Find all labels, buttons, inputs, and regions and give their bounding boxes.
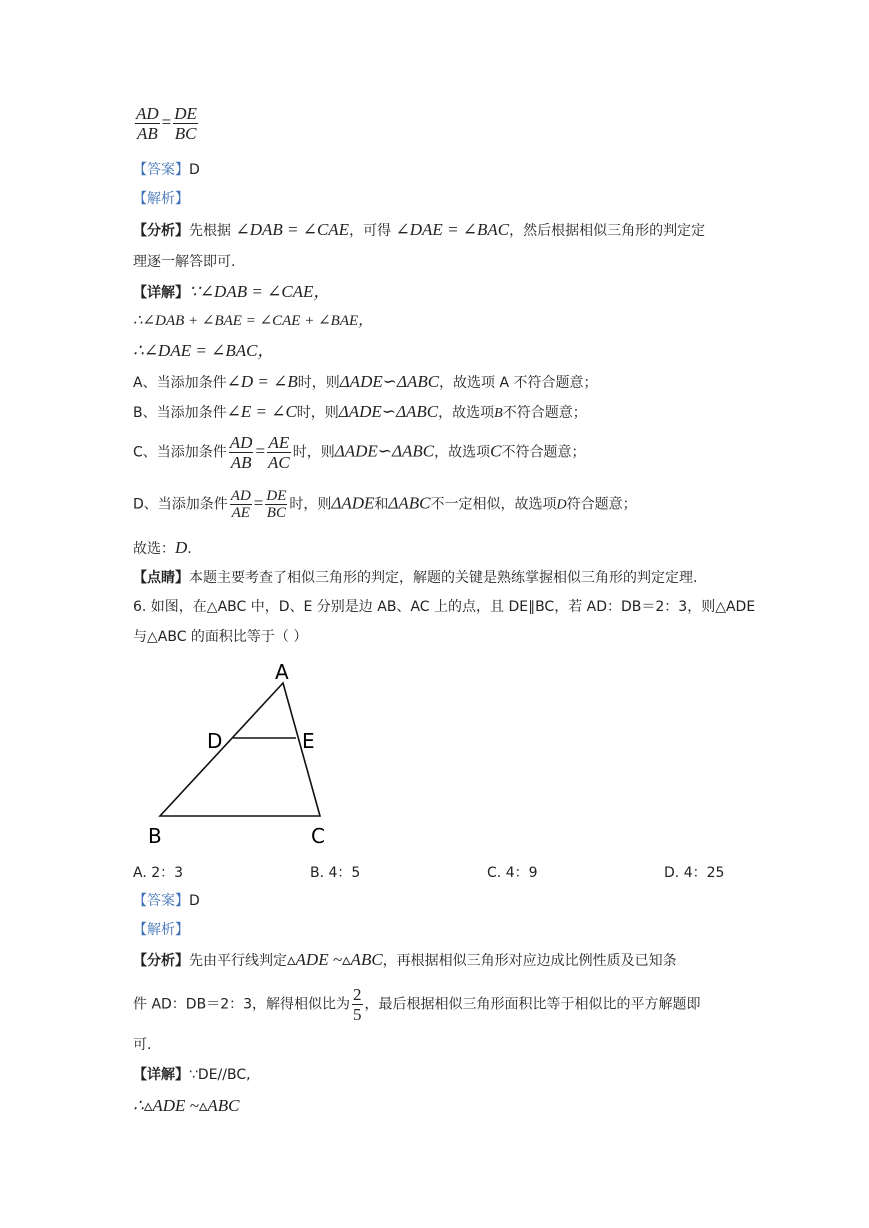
q5-answer: 【答案】D (133, 162, 200, 178)
fraction-de-bc-d: $\frac{DE}{BC}$ (266, 488, 287, 521)
q6-fenxi: 【分析】先由平行线判定▵ADE ~▵ABC，再根据相似三角形对应边成比例性质及已知条 (133, 950, 677, 969)
q6-answer: 【答案】D (133, 893, 200, 909)
fraction-ad-ab-c: $\frac{AD}{AB}$ (229, 433, 253, 472)
triangle-figure (130, 655, 350, 850)
q6-detail-l2: ∴▵ADE ~▵ABC (133, 1096, 240, 1115)
q5-fenxi: 【分析】先根据 ∠DAB = ∠CAE，可得 ∠DAE = ∠BAC，然后根据相似三角形的判定定 (133, 220, 706, 239)
fraction-de-bc: $\frac{DE}{BC}$ (174, 104, 197, 143)
q5-comment: 【点睛】本题主要考查了相似三角形的判定，解题的关键是熟练掌握相似三角形的判定定理. (133, 570, 698, 586)
q6-option-c: C. 4：9 (487, 865, 538, 881)
q6-option-d: D. 4：25 (664, 865, 725, 881)
q6-analysis-tag: 【解析】 (133, 922, 189, 938)
fraction-ae-ac: $\frac{AE}{AC}$ (268, 433, 290, 472)
q6-option-b: B. 4：5 (310, 865, 361, 881)
fraction-ad-ab: $\frac{AD}{AB}$ (136, 104, 159, 143)
q5-detail-l2: ∴∠DAB + ∠BAE = ∠CAE + ∠BAE， (133, 313, 374, 329)
q5-choose: 故选：D. (133, 538, 192, 557)
q5-detail-l3: ∴∠DAE = ∠BAC， (133, 341, 275, 360)
q5-option-d: D、当添加条件 $\frac{AD}{AE}$ = $\frac{DE}{BC}$ 时，则ΔADE和ΔABC不一定相似，故选项D符合题意； (133, 488, 637, 521)
label-c: C (311, 824, 325, 848)
q6-stem-line2: 与△ABC 的面积比等于（ ） (133, 629, 308, 645)
q6-detail-l1: 【详解】∵DE//BC, (133, 1067, 251, 1083)
q5-analysis-tag: 【解析】 (133, 191, 189, 207)
q5-option-b: B、当添加条件∠E = ∠C时，则ΔADE∽ΔABC，故选项B不符合题意； (133, 402, 587, 421)
q6-fenxi-line3: 可. (133, 1037, 152, 1053)
fraction-2-5: $\frac{2}{5}$ (353, 985, 362, 1024)
fraction-ad-ae: $\frac{AD}{AE}$ (230, 488, 251, 521)
triangle-abc (160, 683, 320, 816)
q5-fenxi-line2: 理逐一解答即可. (133, 254, 236, 270)
label-e: E (302, 729, 315, 753)
label-a: A (275, 660, 289, 684)
q6-option-a: A. 2：3 (133, 865, 184, 881)
q5-option-c: C、当添加条件 $\frac{AD}{AB}$ = $\frac{AE}{AC}$ 时，则ΔADE∽ΔABC，故选项C不符合题意； (133, 433, 586, 472)
q6-fenxi-line2: 件 AD：DB＝2：3，解得相似比为 $\frac{2}{5}$ ，最后根据相似三角形面积比等于相似比的平方解题即 (133, 985, 701, 1024)
label-d: D (207, 729, 223, 753)
top-fraction-line: $\frac{AD}{AB}$ = $\frac{DE}{BC}$ (136, 104, 197, 143)
q5-option-a: A、当添加条件∠D = ∠B时，则ΔADE∽ΔABC，故选项 A 不符合题意； (133, 372, 598, 391)
q6-stem-line1: 6. 如图，在△ABC 中，D、E 分别是边 AB、AC 上的点，且 DE∥BC，若 AD：DB＝2：3，则△ADE (133, 599, 756, 615)
q5-detail-l1: 【详解】∵∠DAB = ∠CAE， (133, 282, 331, 301)
label-b: B (148, 824, 162, 848)
